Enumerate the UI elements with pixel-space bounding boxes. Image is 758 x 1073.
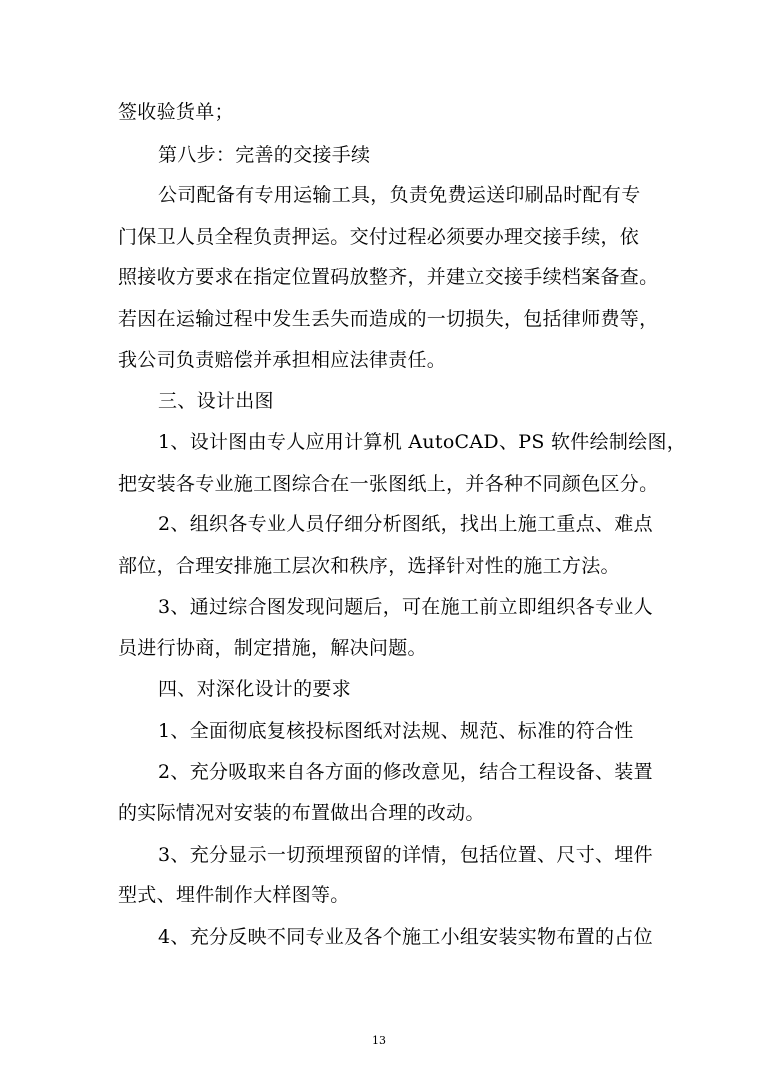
- text-line: 2、充分吸取来自各方面的修改意见，结合工程设备、装置: [158, 761, 653, 783]
- text-line: 员进行协商，制定措施，解决问题。: [118, 637, 427, 659]
- section-heading: 四、对深化设计的要求: [158, 678, 352, 700]
- text-line: 我公司负责赔偿并承担相应法律责任。: [118, 349, 447, 371]
- text-line: 的实际情况对安装的布置做出合理的改动。: [118, 802, 485, 824]
- text-line: 照接收方要求在指定位置码放整齐，并建立交接手续档案备查。: [118, 266, 659, 288]
- section-heading: 三、设计出图: [158, 390, 274, 412]
- text-line: 若因在运输过程中发生丢失而造成的一切损失，包括律师费等，: [118, 308, 659, 330]
- page-number: 13: [372, 1034, 386, 1047]
- text-line: 3、通过综合图发现问题后，可在施工前立即组织各专业人: [158, 596, 653, 618]
- section-heading: 第八步：完善的交接手续: [158, 144, 371, 166]
- text-line: 签收验货单；: [118, 101, 234, 123]
- text-line: 把安装各专业施工图综合在一张图纸上，并各种不同颜色区分。: [118, 473, 659, 495]
- text-line: 门保卫人员全程负责押运。交付过程必须要办理交接手续，依: [118, 226, 640, 248]
- text-line: 部位，合理安排施工层次和秩序，选择针对性的施工方法。: [118, 555, 620, 577]
- text-line: 型式、埋件制作大样图等。: [118, 884, 350, 906]
- text-line: 公司配备有专用运输工具，负责免费运送印刷品时配有专: [158, 184, 641, 206]
- text-line: 1、设计图由专人应用计算机 AutoCAD、PS 软件绘制绘图，: [158, 431, 687, 453]
- text-line: 2、组织各专业人员仔细分析图纸，找出上施工重点、难点: [158, 513, 653, 535]
- text-line: 4、充分反映不同专业及各个施工小组安装实物布置的占位: [158, 926, 653, 948]
- text-line: 3、充分显示一切预埋预留的详情，包括位置、尺寸、埋件: [158, 844, 653, 866]
- text-line: 1、全面彻底复核投标图纸对法规、规范、标准的符合性: [158, 720, 634, 742]
